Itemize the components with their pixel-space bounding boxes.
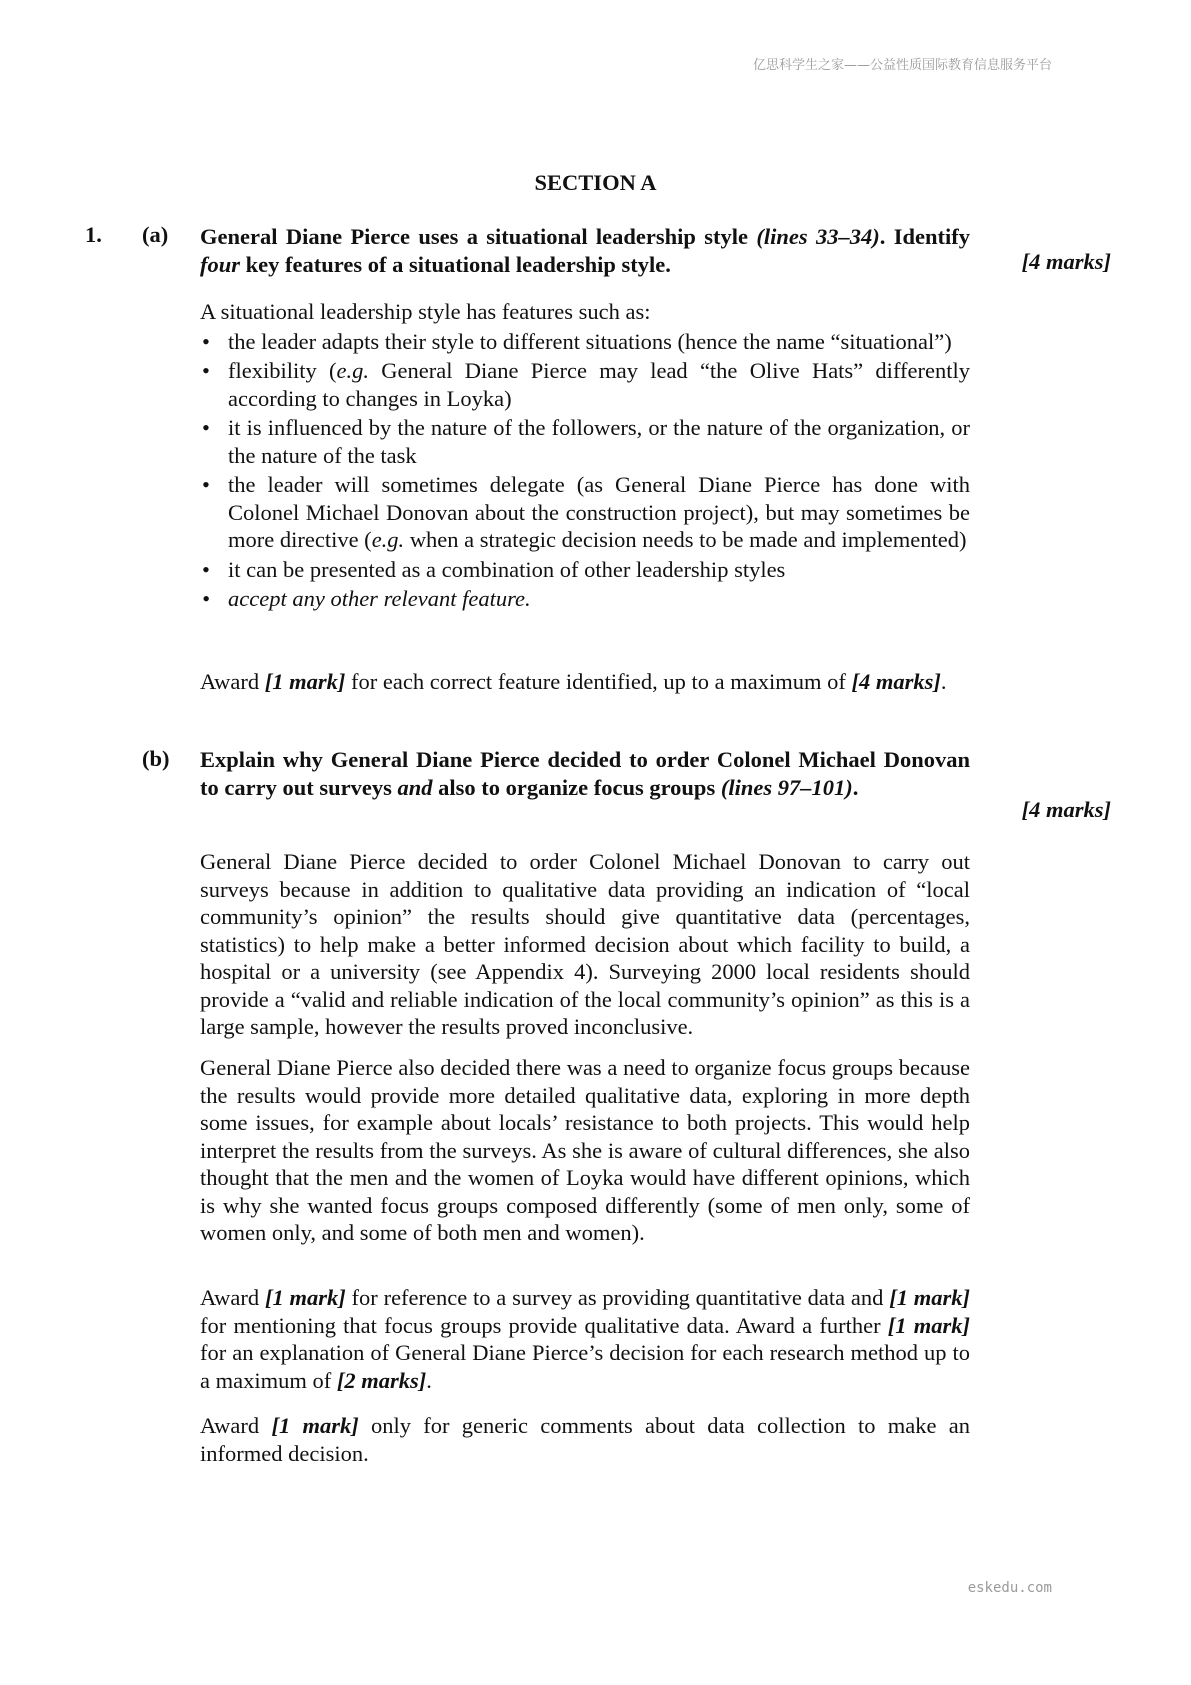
- list-item: • it can be presented as a combination of other leadership styles: [200, 556, 970, 584]
- part-a-marks: [4 marks]: [1021, 249, 1111, 274]
- list-item: • the leader adapts their style to different situations (hence the name “situational”): [200, 328, 970, 356]
- part-a-question: [200, 223, 970, 278]
- feature-list: [200, 328, 970, 613]
- part-a-answer: [200, 298, 970, 615]
- list-item: • accept any other relevant feature.: [200, 585, 970, 613]
- part-b-paragraph-2: General Diane Pierce also decided there was a need to organize focus groups because the results would provide more detailed qualitative data, exploring in more depth some issues, for example about locals’ resistance to both projects. This would help interpret the results from the surveys. As she is aware of cultural differences, she also thought that the men and the women of Loyka would have different opinions, which is why she wanted focus groups composed differently (some of men only, some of women only, and some of both men and women).: [200, 1055, 970, 1245]
- header-watermark: 亿思科学生之家——公益性质国际教育信息服务平台: [752, 58, 1052, 73]
- part-a-intro: A situational leadership style has features such as:: [200, 299, 651, 324]
- list-item: • it is influenced by the nature of the followers, or the nature of the organization, or the nature of the task: [200, 414, 970, 469]
- part-a-question-text: General Diane Pierce uses a situational leadership style (lines 33–34). Identify four key features of a situational leadership style.: [200, 224, 971, 277]
- question-number: 1.: [85, 222, 102, 247]
- part-b-question-text: Explain why General Diane Pierce decided to order Colonel Michael Donovan to carry out surveys and also to organize focus groups (lines 97–101).: [200, 747, 970, 800]
- part-b-paragraph-1: General Diane Pierce decided to order Colonel Michael Donovan to carry out surveys because in addition to qualitative data providing an indication of “local community’s opinion” the results should give quantitative data (percentages, statistics) to help make a better informed decision about which facility to build, a hospital or a university (see Appendix 4). Surveying 2000 local residents should provide a “valid and reliable indication of the local community’s opinion” as this is a large sample, however the results proved inconclusive.: [200, 849, 970, 1039]
- part-b-question: [200, 746, 970, 801]
- part-b-award-2: Award [1 mark] only for generic comments about data collection to make an informed decision.: [200, 1413, 971, 1466]
- list-item: • flexibility (e.g. General Diane Pierce may lead “the Olive Hats” differently according to changes in Loyka): [200, 357, 970, 412]
- section-title: SECTION A: [534, 170, 657, 195]
- part-a-award: Award [1 mark] for each correct feature identified, up to a maximum of [4 marks].: [200, 669, 947, 694]
- list-item: • the leader will sometimes delegate (as General Diane Pierce has done with Colonel Michael Donovan about the construction project), but may sometimes be more directive (e.g. when a strategic decision needs to be made and implemented): [200, 471, 970, 554]
- footer-watermark: eskedu.com: [967, 1580, 1052, 1596]
- part-b-label: (b): [142, 746, 170, 771]
- part-a-label: (a): [142, 222, 169, 247]
- part-b-marks: [4 marks]: [1021, 797, 1111, 822]
- part-b-award-1: Award [1 mark] for reference to a survey as providing quantitative data and [1 mark] for mentioning that focus groups provide qualitative data. Award a further [1 mark] for an explanation of General Diane Pierce’s decision for each research method up to a maximum of [2 marks].: [200, 1285, 971, 1393]
